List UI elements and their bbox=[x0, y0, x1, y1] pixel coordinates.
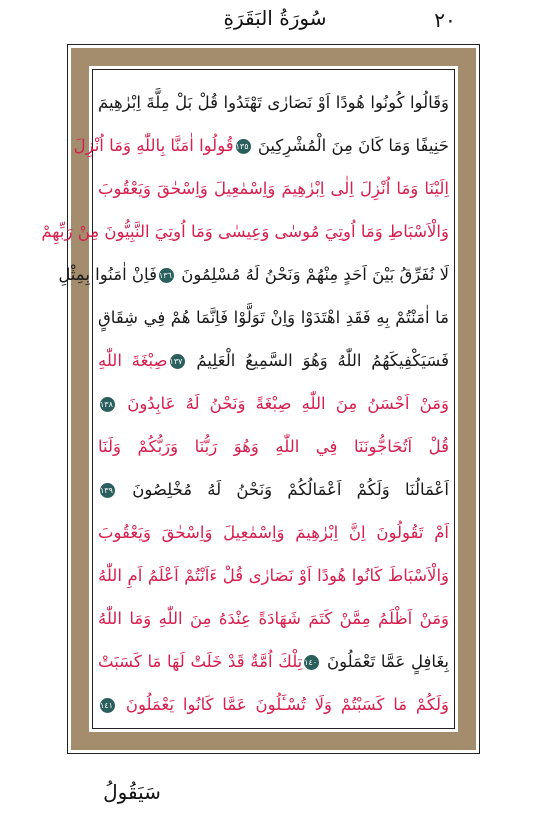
text-line bbox=[41, 209, 449, 255]
verse-text: قُلْ اَتُحَاجُّونَنَا فِي اللّٰهِ وَهُوَ رَبُّنَا وَرَبُّكُمْ وَلَنَا bbox=[98, 437, 449, 456]
page-number: ٢٠ bbox=[434, 8, 456, 32]
text-line bbox=[98, 381, 449, 427]
verse-text: وَمَنْ اَحْسَنُ مِنَ اللّٰهِ صِبْغَةً وَنَحْنُ لَهُ عَابِدُونَ bbox=[127, 394, 449, 413]
verse-text: اَعْمَالُنَا وَلَكُمْ اَعْمَالُكُمْ وَنَحْنُ لَهُ مُخْلِصُونَ bbox=[132, 480, 449, 499]
text-line bbox=[73, 123, 449, 169]
verse-text: صِبْغَةَ اللّٰهِ bbox=[98, 351, 168, 370]
ayah-number-marker: ١٣٨ bbox=[100, 397, 115, 412]
quran-text-area bbox=[41, 80, 449, 730]
text-line bbox=[58, 252, 449, 298]
verse-text: مَا اٰمَنْتُمْ بِهِ فَقَدِ اهْتَدَوْا وَاِنْ تَوَلَّوْا فَاِنَّمَا هُمْ فِي شِقَاقٍ bbox=[98, 308, 449, 327]
text-line bbox=[98, 596, 449, 642]
ayah-number-marker: ١٤٠ bbox=[304, 655, 319, 670]
text-line bbox=[98, 467, 449, 513]
text-line bbox=[98, 682, 449, 728]
verse-text: وَلَكُمْ مَا كَسَبْتُمْ وَلَا تُسْـَٔلُونَ عَمَّا كَانُوا يَعْمَلُونَ bbox=[125, 695, 449, 714]
text-line bbox=[98, 295, 449, 341]
ayah-number-marker: ١٣٧ bbox=[170, 354, 185, 369]
verse-text: اَمْ تَقُولُونَ اِنَّ اِبْرٰهِيمَ وَاِسْمٰعِيلَ وَاِسْحٰقَ وَيَعْقُوبَ bbox=[98, 523, 449, 542]
ayah-number-marker: ١٣٩ bbox=[100, 483, 115, 498]
verse-text: فَاِنْ اٰمَنُوا بِمِثْلِ bbox=[58, 265, 157, 284]
verse-text: وَمَنْ اَظْلَمُ مِمَّنْ كَتَمَ شَهَادَةً عِنْدَهُ مِنَ اللّٰهِ وَمَا اللّٰهُ bbox=[98, 609, 449, 628]
verse-text: قُولُوا اٰمَنَّا بِاللّٰهِ وَمَا اُنْزِلَ bbox=[73, 136, 234, 155]
text-line bbox=[98, 166, 449, 212]
text-line bbox=[98, 80, 449, 126]
text-line bbox=[98, 639, 449, 685]
verse-text: تِلْكَ اُمَّةٌ قَدْ خَلَتْ لَهَا مَا كَسَبَتْ bbox=[98, 652, 303, 671]
verse-text: وَالْاَسْبَاطَ كَانُوا هُودًا اَوْ نَصَارٰى قُلْ ءَاَنْتُمْ اَعْلَمُ اَمِ اللّٰهُ bbox=[98, 566, 449, 585]
verse-text: وَقَالُوا كُونُوا هُودًا اَوْ نَصَارٰى تَهْتَدُوا قُلْ بَلْ مِلَّةَ اِبْرٰهِيمَ bbox=[98, 93, 449, 112]
verse-text: فَسَيَكْفِيكَهُمُ اللّٰهُ وَهُوَ السَّمِيعُ الْعَلِيمُ bbox=[196, 351, 449, 370]
verse-text: لَا نُفَرِّقُ بَيْنَ اَحَدٍ مِنْهُمْ وَنَحْنُ لَهُ مُسْلِمُونَ bbox=[181, 265, 449, 284]
verse-text: حَنِيفًا وَمَا كَانَ مِنَ الْمُشْرِكِينَ bbox=[257, 136, 449, 155]
text-line bbox=[98, 510, 449, 556]
verse-text: وَالْاَسْبَاطِ وَمَا اُوتِيَ مُوسٰى وَعِيسٰى وَمَا اُوتِيَ النَّبِيُّونَ مِنْ رَبِّهِمْ bbox=[41, 222, 449, 241]
catchword: سَيَقُولُ bbox=[103, 780, 161, 804]
ayah-number-marker: ١٣٦ bbox=[159, 268, 174, 283]
text-line bbox=[98, 553, 449, 599]
page-header bbox=[0, 0, 550, 50]
verse-text: بِغَافِلٍ عَمَّا تَعْمَلُونَ bbox=[326, 652, 449, 671]
ayah-number-marker: ١٤١ bbox=[100, 698, 115, 713]
verse-text: اِلَيْنَا وَمَا اُنْزِلَ اِلٰى اِبْرٰهِيمَ وَاِسْمٰعِيلَ وَاِسْحٰقَ وَيَعْقُوبَ bbox=[98, 179, 449, 198]
ayah-number-marker: ١٣٥ bbox=[236, 139, 251, 154]
text-line bbox=[98, 338, 449, 384]
surah-title: سُورَةُ البَقَرَةِ bbox=[223, 6, 327, 30]
text-line bbox=[98, 424, 449, 470]
